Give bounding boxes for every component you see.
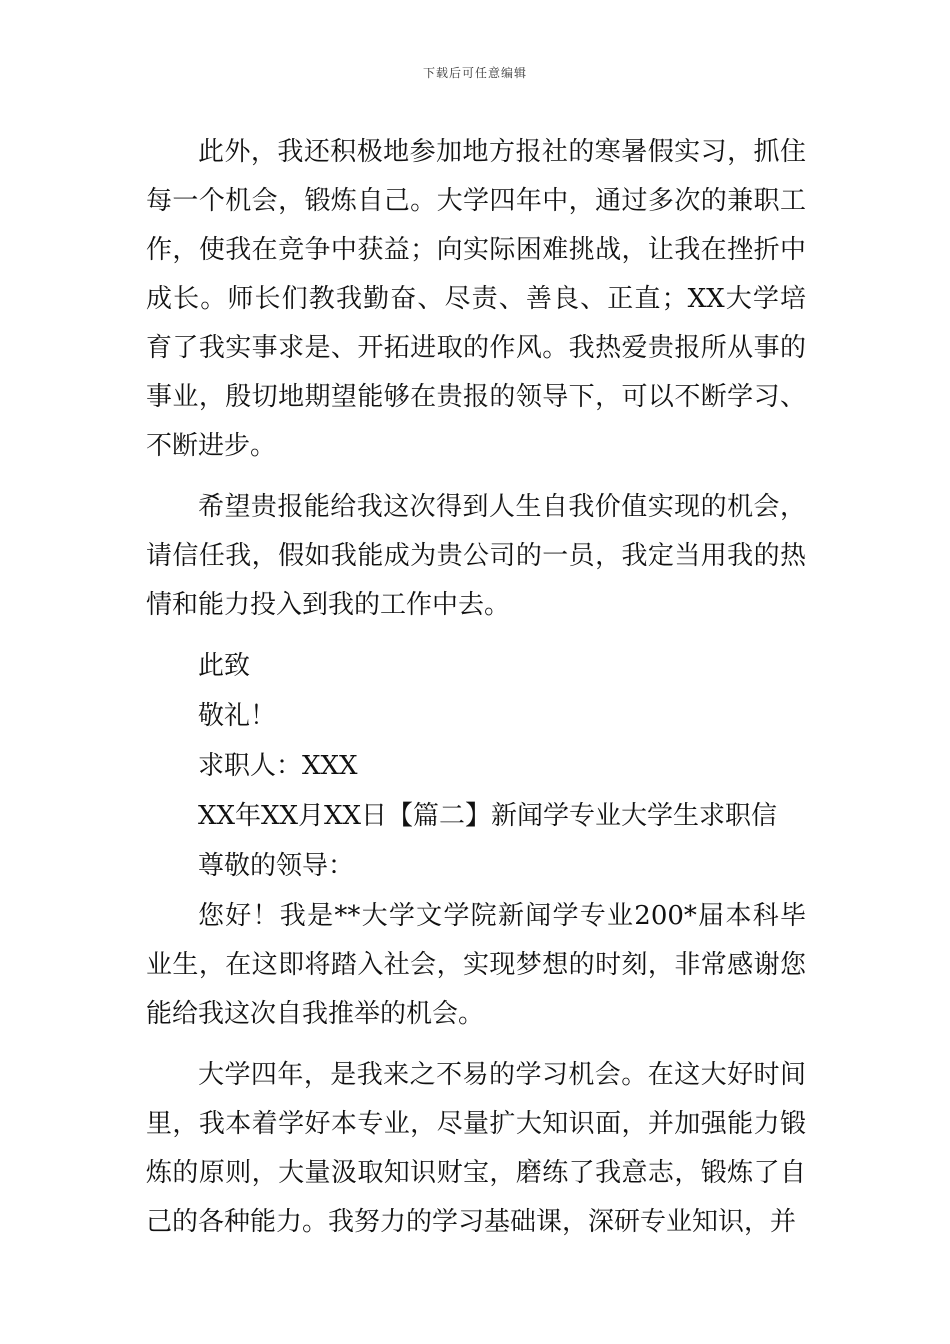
date-and-section-title: XX年XX月XX日【篇二】新闻学专业大学生求职信 — [198, 801, 778, 831]
greeting: 尊敬的领导： — [198, 851, 355, 881]
paragraph-introduction: 您好！我是**大学文学院新闻学专业200*届本科毕业生，在这即将踏入社会，实现梦想的时刻，非常感谢您能给我这次自我推举的机会。 — [146, 901, 806, 1029]
paragraph-internship: 此外，我还积极地参加地方报社的寒暑假实习，抓住每一个机会，锻炼自己。大学四年中，通过多次的兼职工作，使我在竞争中获益；向实际困难挑战，让我在挫折中成长。师长们教我勤奋、尽责、善良、正直；XX大学培育了我实事求是、开拓进取的作风。我热爱贵报所从事的事业，殷切地期望能够在贵报的领导下，可以不断学习、不断进步。 — [146, 137, 806, 461]
applicant-signature: 求职人：XXX — [198, 751, 358, 781]
paragraph-university-years: 大学四年，是我来之不易的学习机会。在这大好时间里，我本着学好本专业，尽量扩大知识面，并加强能力锻炼的原则，大量汲取知识财宝，磨练了我意志，锻炼了自己的各种能力。我努力的学习基础课，深研专业知识，并 — [146, 1060, 806, 1237]
page-header: 下载后可任意编辑 — [422, 66, 527, 80]
paragraph-hope: 希望贵报能给我这次得到人生自我价值实现的机会，请信任我，假如我能成为贵公司的一员，我定当用我的热情和能力投入到我的工作中去。 — [146, 492, 806, 620]
closing-regards: 敬礼！ — [198, 701, 277, 731]
closing-salutation: 此致 — [198, 651, 251, 681]
document-body — [146, 128, 806, 1259]
